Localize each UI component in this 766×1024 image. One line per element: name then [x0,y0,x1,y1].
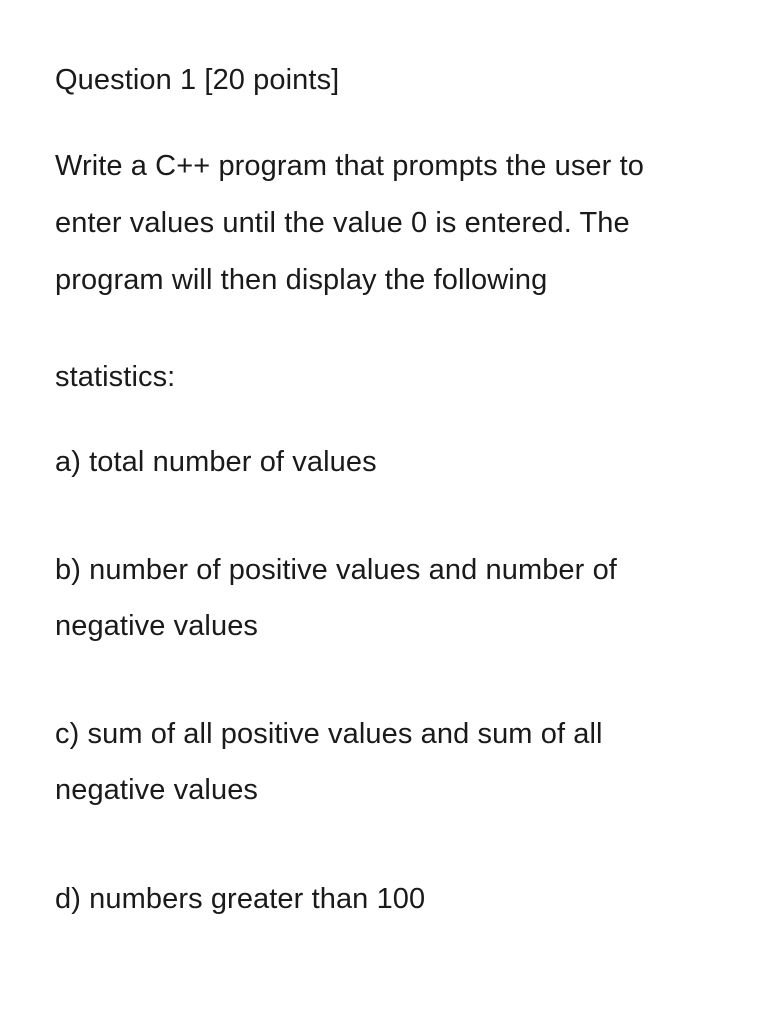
item-a: a) total number of values [55,446,377,478]
question-title: Question 1 [20 points] [55,64,340,96]
item-b-line-2: negative values [55,610,259,642]
statistics-label: statistics: [55,361,176,393]
item-b-line-1: b) number of positive values and number of [55,554,617,586]
intro-line-2: enter values until the value 0 is entered. The [55,207,630,239]
intro-line-3: program will then display the following [55,264,548,296]
item-c-line-2: negative values [55,774,259,806]
item-c-line-1: c) sum of all positive values and sum of all [55,718,603,750]
item-d: d) numbers greater than 100 [55,883,426,915]
intro-line-1: Write a C++ program that prompts the user to [55,150,644,182]
